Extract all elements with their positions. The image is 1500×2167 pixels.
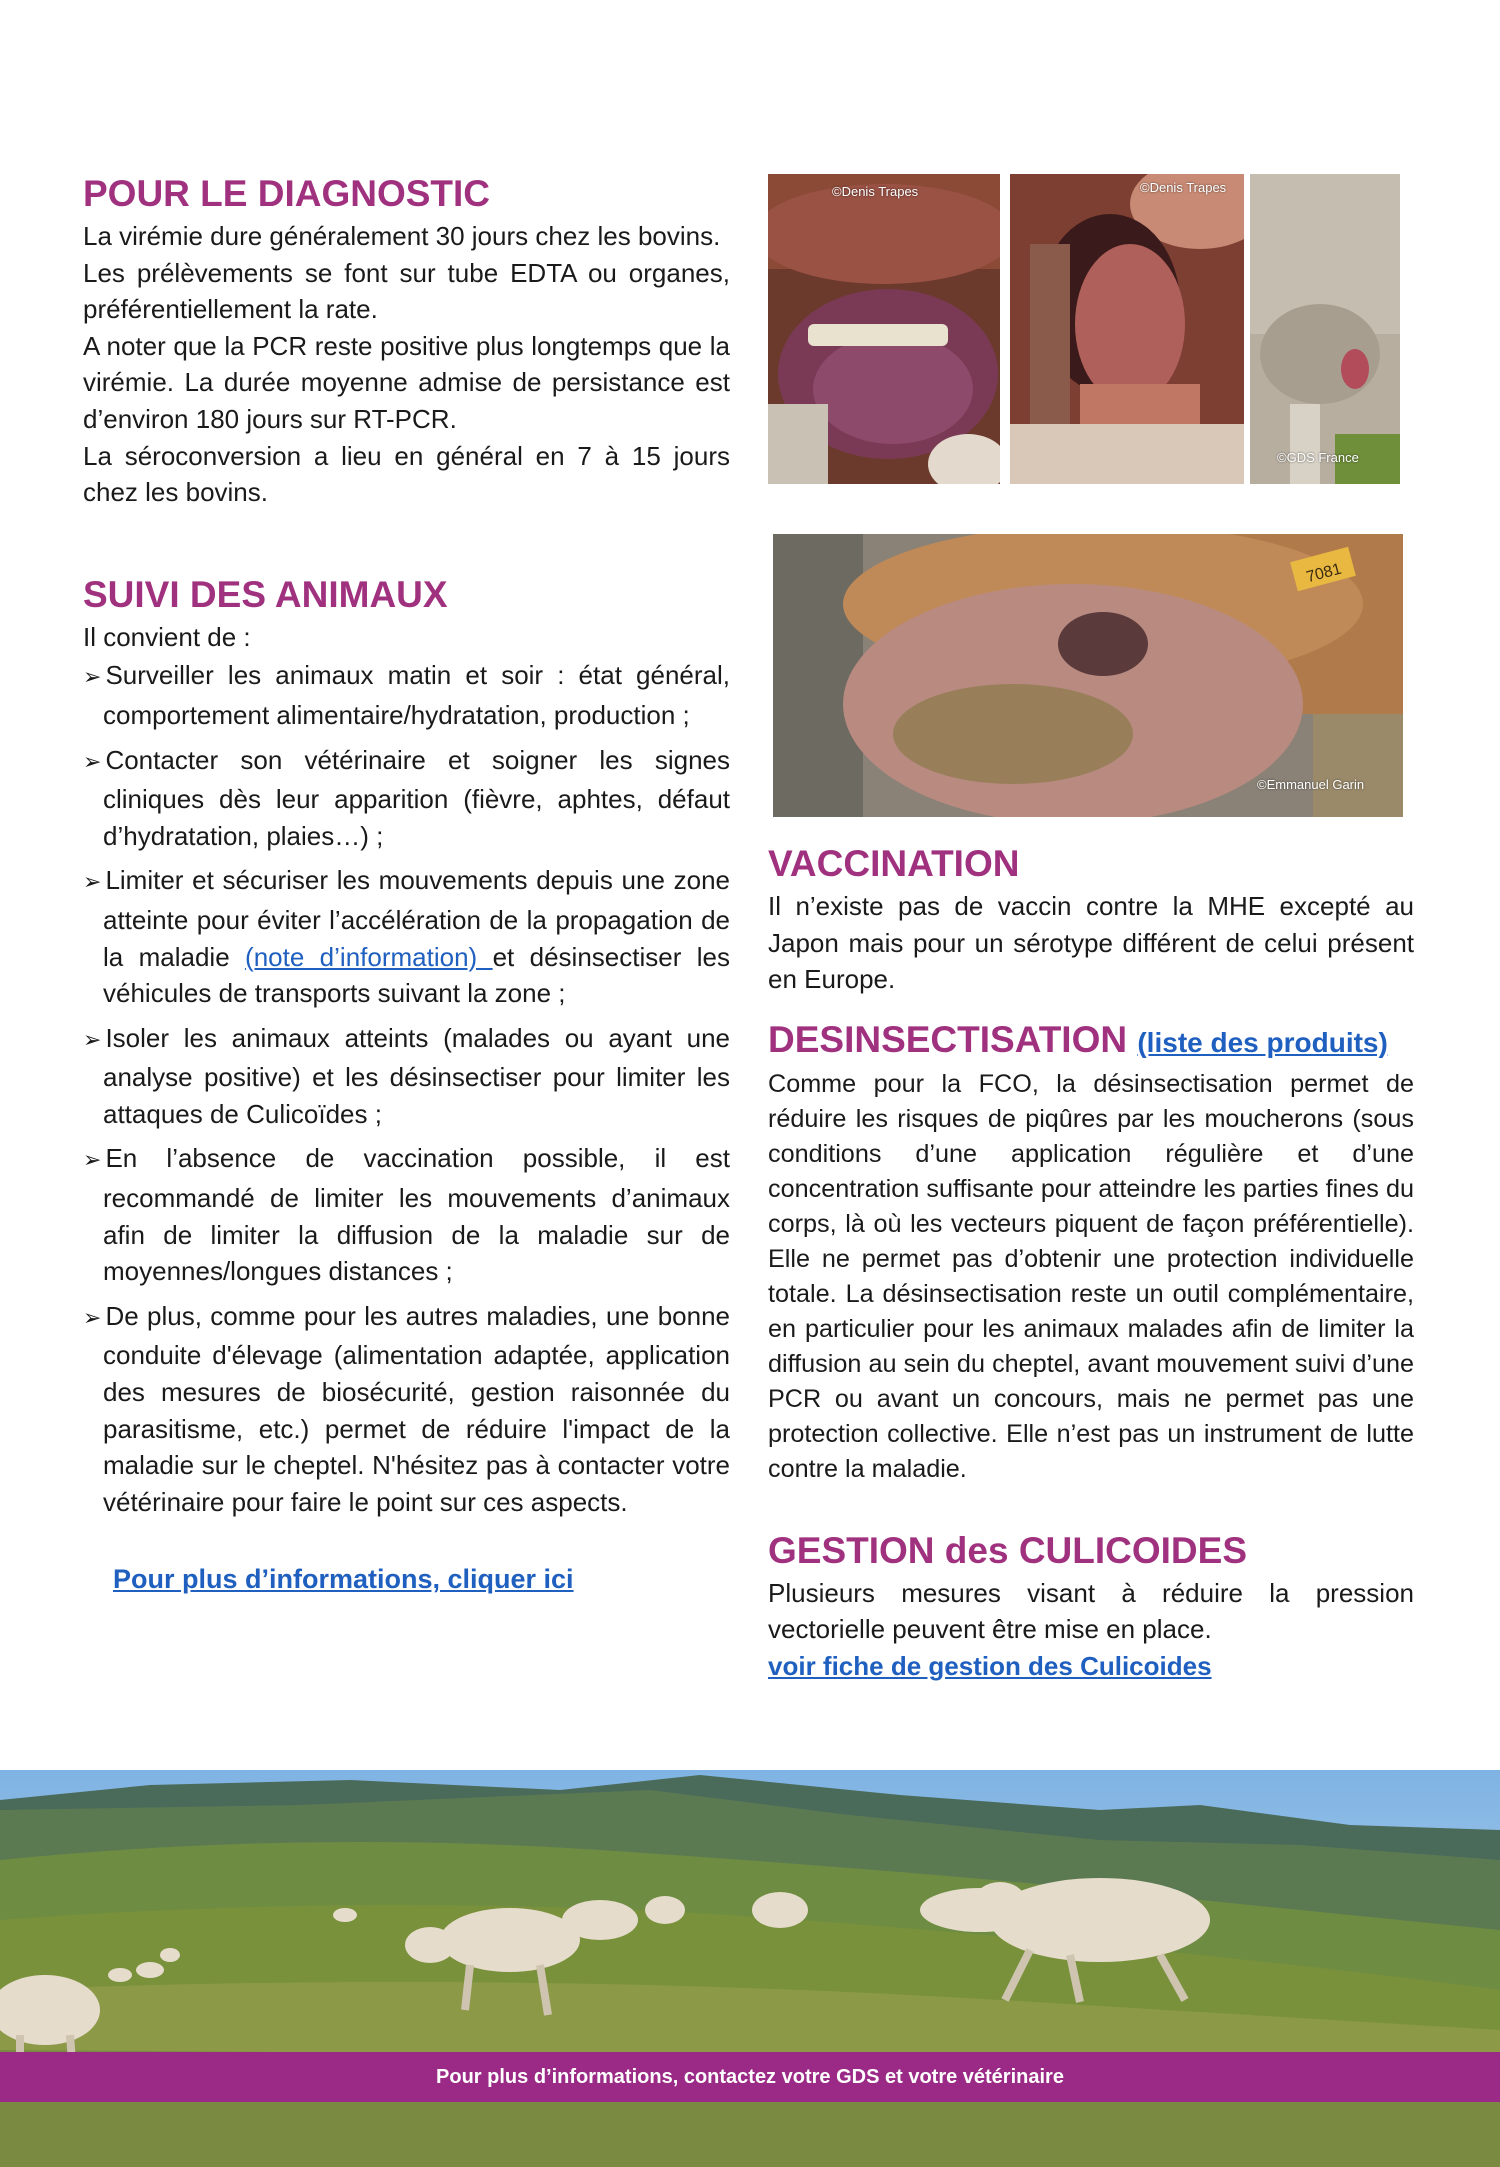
gestion-text: Plusieurs mesures visant à réduire la pression vectorielle peuvent être mise en place. bbox=[768, 1577, 1414, 1645]
arrow-bullet-icon: ➢ bbox=[83, 1027, 102, 1053]
landscape-banner-photo bbox=[0, 1770, 1500, 2167]
arrow-bullet-icon: ➢ bbox=[83, 1305, 102, 1331]
vaccination-title: VACCINATION bbox=[768, 843, 1020, 884]
photo-muzzle-lesions bbox=[773, 534, 1403, 817]
note-information-link[interactable]: (note d’information) bbox=[245, 941, 493, 972]
desinsect-title: DESINSECTISATION (liste des produits) bbox=[768, 1018, 1388, 1060]
photo-udder-lesions bbox=[1250, 174, 1400, 484]
suivi-intro: Il convient de : bbox=[83, 621, 251, 652]
arrow-bullet-icon: ➢ bbox=[83, 1148, 102, 1174]
arrow-bullet-icon: ➢ bbox=[83, 749, 102, 775]
product-list-link[interactable]: (liste des produits) bbox=[1137, 1026, 1388, 1058]
photo-mouth-lesions-1 bbox=[768, 174, 1000, 484]
list-item: ➢ Isoler les animaux atteints (malades ou ayant une analyse positive) et les désinsectiser pour limiter les attaques de Culicoïdes ; bbox=[83, 1022, 730, 1129]
list-item: ➢ En l’absence de vaccination possible, il est recommandé de limiter les mouvements d’animaux afin de limiter la diffusion de la maladie sur de moyennes/longues distances ; bbox=[83, 1143, 730, 1287]
list-item: ➢ Contacter son vétérinaire et soigner les signes cliniques dès leur apparition (fièvre, aphtes, défaut d’hydratation, plaies…) ; bbox=[83, 744, 730, 851]
diagnostic-p3: A noter que la PCR reste positive plus longtemps que la virémie. La durée moyenne admise de persistance est d’environ 180 jours sur RT-PCR. bbox=[83, 330, 730, 434]
list-item: ➢ De plus, comme pour les autres maladies, une bonne conduite d'élevage (alimentation adaptée, application des mesures de biosécurité, gestion raisonnée du parasitisme, etc.) permet de réduire l'impact de la maladie sur le cheptel. N'hésitez pas à contacter votre vétérinaire pour faire le point sur ces aspects. bbox=[83, 1300, 730, 1517]
vaccination-text: Il n’existe pas de vaccin contre la MHE excepté au Japon mais pour un sérotype différent de celui présent en Europe. bbox=[768, 891, 1414, 995]
footer-contact-bar bbox=[0, 2052, 1500, 2102]
arrow-bullet-icon: ➢ bbox=[83, 665, 102, 691]
list-item: ➢ Limiter et sécuriser les mouvements depuis une zone atteinte pour éviter l’accélération de la propagation de la maladie (note d’information) et désinsectiser les véhicules de transports suivant la zone ; bbox=[83, 865, 730, 1009]
photo-mouth-lesions-2 bbox=[1010, 174, 1244, 484]
diagnostic-p2: Les prélèvements se font sur tube EDTA ou organes, préférentiellement la rate. bbox=[83, 257, 730, 325]
photo-credit: ©Denis Trapes bbox=[1140, 180, 1227, 195]
photo-credit: ©Emmanuel Garin bbox=[1257, 777, 1365, 792]
desinsect-text: Comme pour la FCO, la désinsectisation permet de réduire les risques de piqûres par les moucherons (sous conditions d’une application régulière et d’une concentration suffisante pour atteindre les parties fines du corps, là où les vecteurs piquent de façon préférentielle). Elle ne permet pas d’obtenir une protection individuelle totale. La désinsectisation reste un outil complémentaire, en particulier pour les animaux malades afin de limiter la diffusion au sein du cheptel, avant mouvement suivi d’une PCR ou avant un concours, mais ne permet pas une protection collective. Elle n’est pas un instrument de lutte contre la maladie. bbox=[768, 1069, 1414, 1483]
suivi-list bbox=[83, 657, 730, 1520]
ear-tag-text: 7081 bbox=[1304, 560, 1344, 587]
culicoides-sheet-link[interactable]: voir fiche de gestion des Culicoides bbox=[768, 1650, 1212, 1681]
arrow-bullet-icon: ➢ bbox=[83, 870, 102, 896]
more-info-link[interactable]: Pour plus d’informations, cliquer ici bbox=[113, 1564, 574, 1595]
footer-text: Pour plus d’informations, contactez votre GDS et votre vétérinaire bbox=[436, 2065, 1064, 2088]
photo-credit: ©Denis Trapes bbox=[832, 184, 919, 199]
diagnostic-title: POUR LE DIAGNOSTIC bbox=[83, 173, 491, 214]
right-column bbox=[768, 840, 1414, 1685]
diagnostic-p1: La virémie dure généralement 30 jours chez les bovins. bbox=[83, 221, 721, 251]
photo-credit: ©GDS France bbox=[1277, 450, 1359, 465]
diagnostic-p4: La séroconversion a lieu en général en 7 à 15 jours chez les bovins. bbox=[83, 440, 730, 508]
suivi-title: SUIVI DES ANIMAUX bbox=[83, 573, 448, 615]
list-item: ➢ Surveiller les animaux matin et soir : état général, comportement alimentaire/hydratation, production ; bbox=[83, 660, 730, 730]
gestion-title: GESTION des CULICOIDES bbox=[768, 1529, 1248, 1571]
left-column bbox=[83, 170, 730, 1595]
